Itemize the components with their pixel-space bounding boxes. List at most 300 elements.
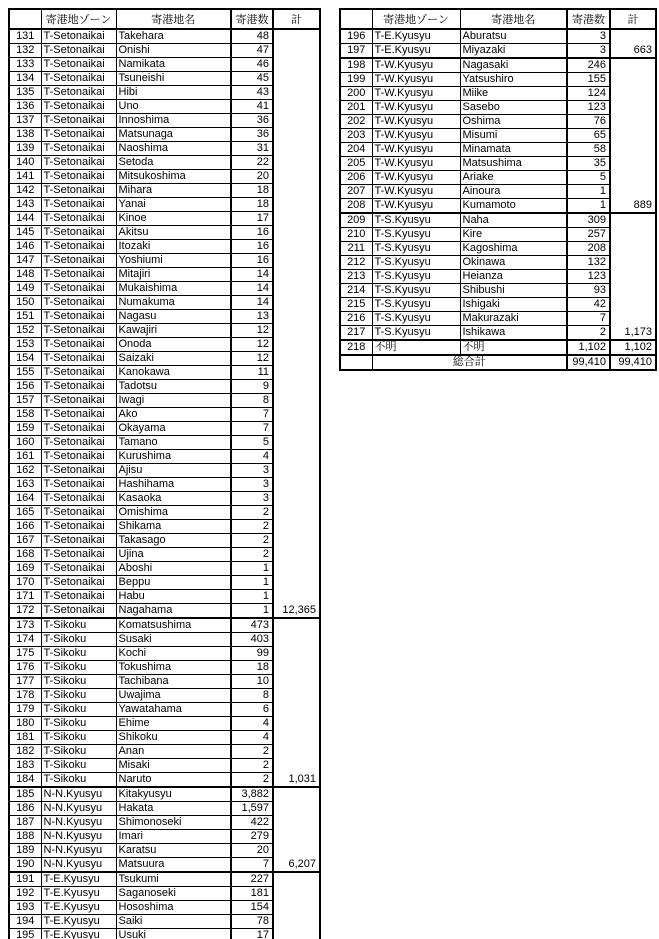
calls-cell[interactable]: 123 [567,101,610,115]
row-number-cell[interactable]: 157 [9,394,41,408]
header-total-cell[interactable]: 計 [273,9,320,29]
row-number-cell[interactable]: 163 [9,478,41,492]
row-number-cell[interactable]: 135 [9,86,41,100]
row-number-cell[interactable]: 141 [9,170,41,184]
row-number-cell[interactable]: 167 [9,534,41,548]
calls-cell[interactable]: 10 [231,675,273,689]
total-cell[interactable] [273,296,320,310]
calls-cell[interactable]: 18 [231,198,273,212]
port-cell[interactable]: Saiki [116,915,231,929]
calls-cell[interactable]: 132 [567,256,610,270]
calls-cell[interactable]: 2 [231,548,273,562]
zone-cell[interactable]: T-Sikoku [41,675,116,689]
port-cell[interactable]: Tsuneishi [116,72,231,86]
calls-cell[interactable]: 18 [231,184,273,198]
zone-cell[interactable]: T-Setonaikai [41,422,116,436]
zone-cell[interactable]: T-W.Kyusyu [372,87,460,101]
zone-cell[interactable]: T-Sikoku [41,703,116,717]
row-number-cell[interactable]: 159 [9,422,41,436]
port-cell[interactable]: Hashihama [116,478,231,492]
zone-cell[interactable]: T-Setonaikai [41,184,116,198]
zone-cell[interactable]: T-S.Kyusyu [372,228,460,242]
row-number-cell[interactable]: 177 [9,675,41,689]
calls-cell[interactable]: 7 [567,312,610,326]
row-number-cell[interactable]: 201 [340,101,372,115]
total-cell[interactable] [273,184,320,198]
row-number-cell[interactable]: 144 [9,212,41,226]
port-cell[interactable]: Tamano [116,436,231,450]
calls-cell[interactable]: 154 [231,901,273,915]
total-cell[interactable] [273,647,320,661]
calls-cell[interactable]: 123 [567,270,610,284]
row-number-cell[interactable]: 132 [9,44,41,58]
row-number-cell[interactable]: 199 [340,73,372,87]
zone-cell[interactable]: T-S.Kyusyu [372,256,460,270]
total-cell[interactable] [273,745,320,759]
port-cell[interactable]: Nagahama [116,604,231,619]
total-cell[interactable] [610,242,656,256]
port-cell[interactable]: Sasebo [460,101,567,115]
row-number-cell[interactable]: 162 [9,464,41,478]
zone-cell[interactable]: T-W.Kyusyu [372,185,460,199]
total-cell[interactable] [610,256,656,270]
zone-cell[interactable]: T-Setonaikai [41,478,116,492]
calls-cell[interactable]: 16 [231,254,273,268]
port-cell[interactable]: Numakuma [116,296,231,310]
calls-cell[interactable]: 16 [231,226,273,240]
calls-cell[interactable]: 4 [231,717,273,731]
calls-cell[interactable]: 4 [231,731,273,745]
port-cell[interactable]: Ako [116,408,231,422]
zone-cell[interactable]: T-Setonaikai [41,576,116,590]
port-cell[interactable]: Saganoseki [116,887,231,901]
port-cell[interactable]: Mitajiri [116,268,231,282]
row-number-cell[interactable]: 218 [340,340,372,355]
total-cell[interactable] [273,717,320,731]
row-number-cell[interactable]: 165 [9,506,41,520]
port-cell[interactable]: Okinawa [460,256,567,270]
total-cell[interactable] [273,618,320,633]
total-cell[interactable] [610,284,656,298]
row-number-cell[interactable]: 156 [9,380,41,394]
total-cell[interactable] [273,338,320,352]
port-cell[interactable]: Naruto [116,773,231,788]
port-cell[interactable]: Kanokawa [116,366,231,380]
port-cell[interactable]: Makurazaki [460,312,567,326]
total-cell[interactable] [273,394,320,408]
header-blank-cell[interactable] [340,9,372,29]
row-number-cell[interactable]: 207 [340,185,372,199]
port-cell[interactable]: Habu [116,590,231,604]
row-number-cell[interactable]: 217 [340,326,372,341]
calls-cell[interactable]: 3 [231,478,273,492]
zone-cell[interactable]: T-Setonaikai [41,240,116,254]
calls-cell[interactable]: 65 [567,129,610,143]
row-number-cell[interactable]: 213 [340,270,372,284]
total-cell[interactable] [273,352,320,366]
zone-cell[interactable]: T-W.Kyusyu [372,101,460,115]
calls-cell[interactable]: 48 [231,29,273,44]
port-cell[interactable]: Aboshi [116,562,231,576]
total-cell[interactable] [273,408,320,422]
row-number-cell[interactable]: 205 [340,157,372,171]
row-number-cell[interactable]: 170 [9,576,41,590]
calls-cell[interactable]: 93 [567,284,610,298]
zone-cell[interactable]: T-Sikoku [41,773,116,788]
total-cell[interactable]: 663 [610,44,656,59]
total-cell[interactable] [273,548,320,562]
total-cell[interactable] [273,29,320,44]
header-port-cell[interactable]: 寄港地名 [116,9,231,29]
row-number-cell[interactable]: 214 [340,284,372,298]
port-cell[interactable]: Hakata [116,802,231,816]
zone-cell[interactable]: T-Sikoku [41,731,116,745]
zone-cell[interactable]: T-S.Kyusyu [372,284,460,298]
calls-cell[interactable]: 8 [231,394,273,408]
calls-cell[interactable]: 279 [231,830,273,844]
calls-cell[interactable]: 9 [231,380,273,394]
row-number-cell[interactable]: 190 [9,858,41,873]
total-cell[interactable] [273,520,320,534]
calls-cell[interactable]: 2 [231,745,273,759]
row-number-cell[interactable]: 215 [340,298,372,312]
calls-cell[interactable]: 246 [567,58,610,73]
total-cell[interactable] [273,366,320,380]
port-cell[interactable]: Komatsushima [116,618,231,633]
total-cell[interactable] [273,802,320,816]
port-cell[interactable]: Tsukumi [116,872,231,887]
row-number-cell[interactable]: 168 [9,548,41,562]
row-number-cell[interactable]: 198 [340,58,372,73]
row-number-cell[interactable]: 171 [9,590,41,604]
zone-cell[interactable]: T-Setonaikai [41,520,116,534]
calls-cell[interactable]: 8 [231,689,273,703]
zone-cell[interactable]: T-Setonaikai [41,408,116,422]
row-number-cell[interactable]: 185 [9,787,41,802]
port-cell[interactable]: Ishigaki [460,298,567,312]
row-number-cell[interactable]: 150 [9,296,41,310]
calls-cell[interactable]: 1 [567,199,610,214]
total-cell[interactable] [273,310,320,324]
port-cell[interactable]: Itozaki [116,240,231,254]
calls-cell[interactable]: 11 [231,366,273,380]
calls-cell[interactable]: 45 [231,72,273,86]
row-number-cell[interactable]: 193 [9,901,41,915]
port-cell[interactable]: Shikama [116,520,231,534]
port-cell[interactable]: Kinoe [116,212,231,226]
port-cell[interactable]: Oshima [460,115,567,129]
total-cell[interactable] [273,787,320,802]
row-number-cell[interactable]: 138 [9,128,41,142]
calls-cell[interactable]: 5 [231,436,273,450]
row-number-cell[interactable]: 196 [340,29,372,44]
calls-cell[interactable]: 1 [231,604,273,619]
calls-cell[interactable]: 6 [231,703,273,717]
port-cell[interactable]: Hibi [116,86,231,100]
zone-cell[interactable]: N-N.Kyusyu [41,802,116,816]
port-cell[interactable]: Tokushima [116,661,231,675]
zone-cell[interactable]: T-Setonaikai [41,29,116,44]
port-cell[interactable]: Misaki [116,759,231,773]
total-cell[interactable]: 12,365 [273,604,320,619]
calls-cell[interactable]: 1 [231,590,273,604]
zone-cell[interactable]: T-E.Kyusyu [372,44,460,59]
port-cell[interactable]: Kitakyusyu [116,787,231,802]
zone-cell[interactable]: T-S.Kyusyu [372,312,460,326]
calls-cell[interactable]: 36 [231,128,273,142]
total-cell[interactable] [273,633,320,647]
total-cell[interactable] [610,115,656,129]
row-number-cell[interactable]: 146 [9,240,41,254]
zone-cell[interactable]: T-Sikoku [41,759,116,773]
total-cell[interactable] [610,87,656,101]
total-cell[interactable] [610,312,656,326]
total-cell[interactable] [273,887,320,901]
zone-cell[interactable]: T-Setonaikai [41,464,116,478]
zone-cell[interactable]: T-Setonaikai [41,268,116,282]
port-cell[interactable]: Namikata [116,58,231,72]
port-cell[interactable]: Shibushi [460,284,567,298]
grand-total-calls-cell[interactable]: 99,410 [567,355,610,370]
port-cell[interactable]: Ainoura [460,185,567,199]
port-cell[interactable]: Matsuura [116,858,231,873]
row-number-cell[interactable]: 139 [9,142,41,156]
total-cell[interactable] [273,576,320,590]
row-number-cell[interactable]: 174 [9,633,41,647]
port-cell[interactable]: Aburatsu [460,29,567,44]
calls-cell[interactable]: 7 [231,408,273,422]
total-cell[interactable] [273,142,320,156]
row-number-cell[interactable]: 173 [9,618,41,633]
total-cell[interactable] [273,675,320,689]
row-number-cell[interactable]: 189 [9,844,41,858]
port-cell[interactable]: Misumi [460,129,567,143]
zone-cell[interactable]: T-Setonaikai [41,58,116,72]
total-cell[interactable] [273,198,320,212]
port-cell[interactable]: Takasago [116,534,231,548]
total-cell[interactable] [273,226,320,240]
total-cell[interactable] [273,661,320,675]
zone-cell[interactable]: T-Sikoku [41,647,116,661]
zone-cell[interactable]: T-Setonaikai [41,562,116,576]
zone-cell[interactable]: T-E.Kyusyu [372,29,460,44]
total-cell[interactable] [273,44,320,58]
row-number-cell[interactable]: 147 [9,254,41,268]
zone-cell[interactable]: T-Setonaikai [41,212,116,226]
calls-cell[interactable]: 2 [231,534,273,548]
zone-cell[interactable]: N-N.Kyusyu [41,830,116,844]
zone-cell[interactable]: T-Sikoku [41,661,116,675]
port-cell[interactable]: Innoshima [116,114,231,128]
port-cell[interactable]: Imari [116,830,231,844]
port-cell[interactable]: Akitsu [116,226,231,240]
port-cell[interactable]: Matsunaga [116,128,231,142]
calls-cell[interactable]: 12 [231,324,273,338]
header-port-cell[interactable]: 寄港地名 [460,9,567,29]
zone-cell[interactable]: T-Setonaikai [41,156,116,170]
port-cell[interactable]: Yawatahama [116,703,231,717]
total-cell[interactable] [610,171,656,185]
total-cell[interactable] [610,101,656,115]
header-calls-cell[interactable]: 寄港数 [567,9,610,29]
port-cell[interactable]: Shikoku [116,731,231,745]
total-cell[interactable] [610,157,656,171]
row-number-cell[interactable]: 202 [340,115,372,129]
port-cell[interactable]: Onishi [116,44,231,58]
zone-cell[interactable]: T-Setonaikai [41,170,116,184]
zone-cell[interactable]: N-N.Kyusyu [41,787,116,802]
row-number-cell[interactable]: 145 [9,226,41,240]
zone-cell[interactable]: T-Sikoku [41,618,116,633]
port-cell[interactable]: Yanai [116,198,231,212]
zone-cell[interactable]: T-Sikoku [41,745,116,759]
row-number-cell[interactable]: 169 [9,562,41,576]
total-cell[interactable]: 1,102 [610,340,656,355]
port-cell[interactable]: Mitsukoshima [116,170,231,184]
total-cell[interactable] [273,422,320,436]
calls-cell[interactable]: 31 [231,142,273,156]
total-cell[interactable] [273,282,320,296]
row-number-cell[interactable]: 131 [9,29,41,44]
row-number-cell[interactable]: 204 [340,143,372,157]
total-cell[interactable] [273,436,320,450]
zone-cell[interactable]: T-Setonaikai [41,44,116,58]
calls-cell[interactable]: 41 [231,100,273,114]
total-cell[interactable] [273,759,320,773]
calls-cell[interactable]: 257 [567,228,610,242]
zone-cell[interactable]: T-W.Kyusyu [372,58,460,73]
calls-cell[interactable]: 17 [231,929,273,939]
total-cell[interactable] [273,689,320,703]
calls-cell[interactable]: 181 [231,887,273,901]
total-cell[interactable] [273,170,320,184]
zone-cell[interactable]: T-Setonaikai [41,324,116,338]
calls-cell[interactable]: 1 [231,562,273,576]
calls-cell[interactable]: 5 [567,171,610,185]
zone-cell[interactable]: T-Setonaikai [41,338,116,352]
total-cell[interactable] [273,128,320,142]
port-cell[interactable]: Ajisu [116,464,231,478]
row-number-cell[interactable]: 182 [9,745,41,759]
zone-cell[interactable]: T-Setonaikai [41,534,116,548]
calls-cell[interactable]: 3 [231,464,273,478]
grand-total-label[interactable]: 総合計 [372,355,567,370]
calls-cell[interactable]: 309 [567,213,610,228]
zone-cell[interactable]: T-Setonaikai [41,142,116,156]
zone-cell[interactable]: T-Setonaikai [41,72,116,86]
zone-cell[interactable]: T-Setonaikai [41,296,116,310]
calls-cell[interactable]: 3 [231,492,273,506]
total-cell[interactable] [273,731,320,745]
calls-cell[interactable]: 22 [231,156,273,170]
total-cell[interactable] [610,73,656,87]
zone-cell[interactable]: T-Setonaikai [41,310,116,324]
total-cell[interactable] [273,380,320,394]
total-cell[interactable] [273,464,320,478]
row-number-cell[interactable]: 149 [9,282,41,296]
total-cell[interactable] [273,901,320,915]
total-cell[interactable]: 889 [610,199,656,214]
calls-cell[interactable]: 3 [567,29,610,44]
row-number-cell[interactable]: 152 [9,324,41,338]
zone-cell[interactable]: T-S.Kyusyu [372,242,460,256]
total-cell[interactable] [273,156,320,170]
total-cell[interactable] [273,212,320,226]
total-cell[interactable] [273,915,320,929]
total-cell[interactable] [610,29,656,44]
port-cell[interactable]: Yatsushiro [460,73,567,87]
row-number-cell[interactable]: 188 [9,830,41,844]
calls-cell[interactable]: 78 [231,915,273,929]
calls-cell[interactable]: 43 [231,86,273,100]
calls-cell[interactable]: 14 [231,296,273,310]
calls-cell[interactable]: 2 [231,520,273,534]
port-cell[interactable]: Miike [460,87,567,101]
zone-cell[interactable]: T-Setonaikai [41,492,116,506]
total-cell[interactable] [610,58,656,73]
calls-cell[interactable]: 208 [567,242,610,256]
port-cell[interactable]: Takehara [116,29,231,44]
port-cell[interactable]: Setoda [116,156,231,170]
port-cell[interactable]: Karatsu [116,844,231,858]
row-number-cell[interactable]: 166 [9,520,41,534]
zone-cell[interactable]: T-E.Kyusyu [41,915,116,929]
zone-cell[interactable]: T-S.Kyusyu [372,213,460,228]
total-cell[interactable] [273,450,320,464]
zone-cell[interactable]: T-W.Kyusyu [372,115,460,129]
calls-cell[interactable]: 99 [231,647,273,661]
port-cell[interactable]: Nagasaki [460,58,567,73]
row-number-cell[interactable]: 216 [340,312,372,326]
row-number-cell[interactable]: 142 [9,184,41,198]
total-cell[interactable] [273,492,320,506]
port-cell[interactable]: Kire [460,228,567,242]
zone-cell[interactable]: T-S.Kyusyu [372,270,460,284]
total-cell[interactable] [273,872,320,887]
zone-cell[interactable]: T-Setonaikai [41,352,116,366]
total-cell[interactable] [273,72,320,86]
row-number-cell[interactable]: 212 [340,256,372,270]
row-number-cell[interactable]: 155 [9,366,41,380]
row-number-cell[interactable]: 134 [9,72,41,86]
port-cell[interactable]: Kawajiri [116,324,231,338]
calls-cell[interactable]: 47 [231,44,273,58]
total-cell[interactable] [273,100,320,114]
zone-cell[interactable]: T-Setonaikai [41,394,116,408]
port-cell[interactable]: Uno [116,100,231,114]
total-cell[interactable] [273,506,320,520]
total-cell[interactable] [610,298,656,312]
zone-cell[interactable]: T-E.Kyusyu [41,929,116,939]
calls-cell[interactable]: 13 [231,310,273,324]
calls-cell[interactable]: 20 [231,844,273,858]
zone-cell[interactable]: T-Setonaikai [41,226,116,240]
row-number-cell[interactable]: 209 [340,213,372,228]
zone-cell[interactable]: T-W.Kyusyu [372,157,460,171]
calls-cell[interactable]: 403 [231,633,273,647]
port-cell[interactable]: Heianza [460,270,567,284]
header-total-cell[interactable]: 計 [610,9,656,29]
total-cell[interactable] [273,240,320,254]
zone-cell[interactable]: T-W.Kyusyu [372,73,460,87]
row-number-cell[interactable]: 137 [9,114,41,128]
total-cell[interactable] [273,86,320,100]
row-number-cell[interactable]: 211 [340,242,372,256]
row-number-cell[interactable]: 164 [9,492,41,506]
zone-cell[interactable]: T-Setonaikai [41,506,116,520]
row-number-cell[interactable]: 175 [9,647,41,661]
calls-cell[interactable]: 16 [231,240,273,254]
